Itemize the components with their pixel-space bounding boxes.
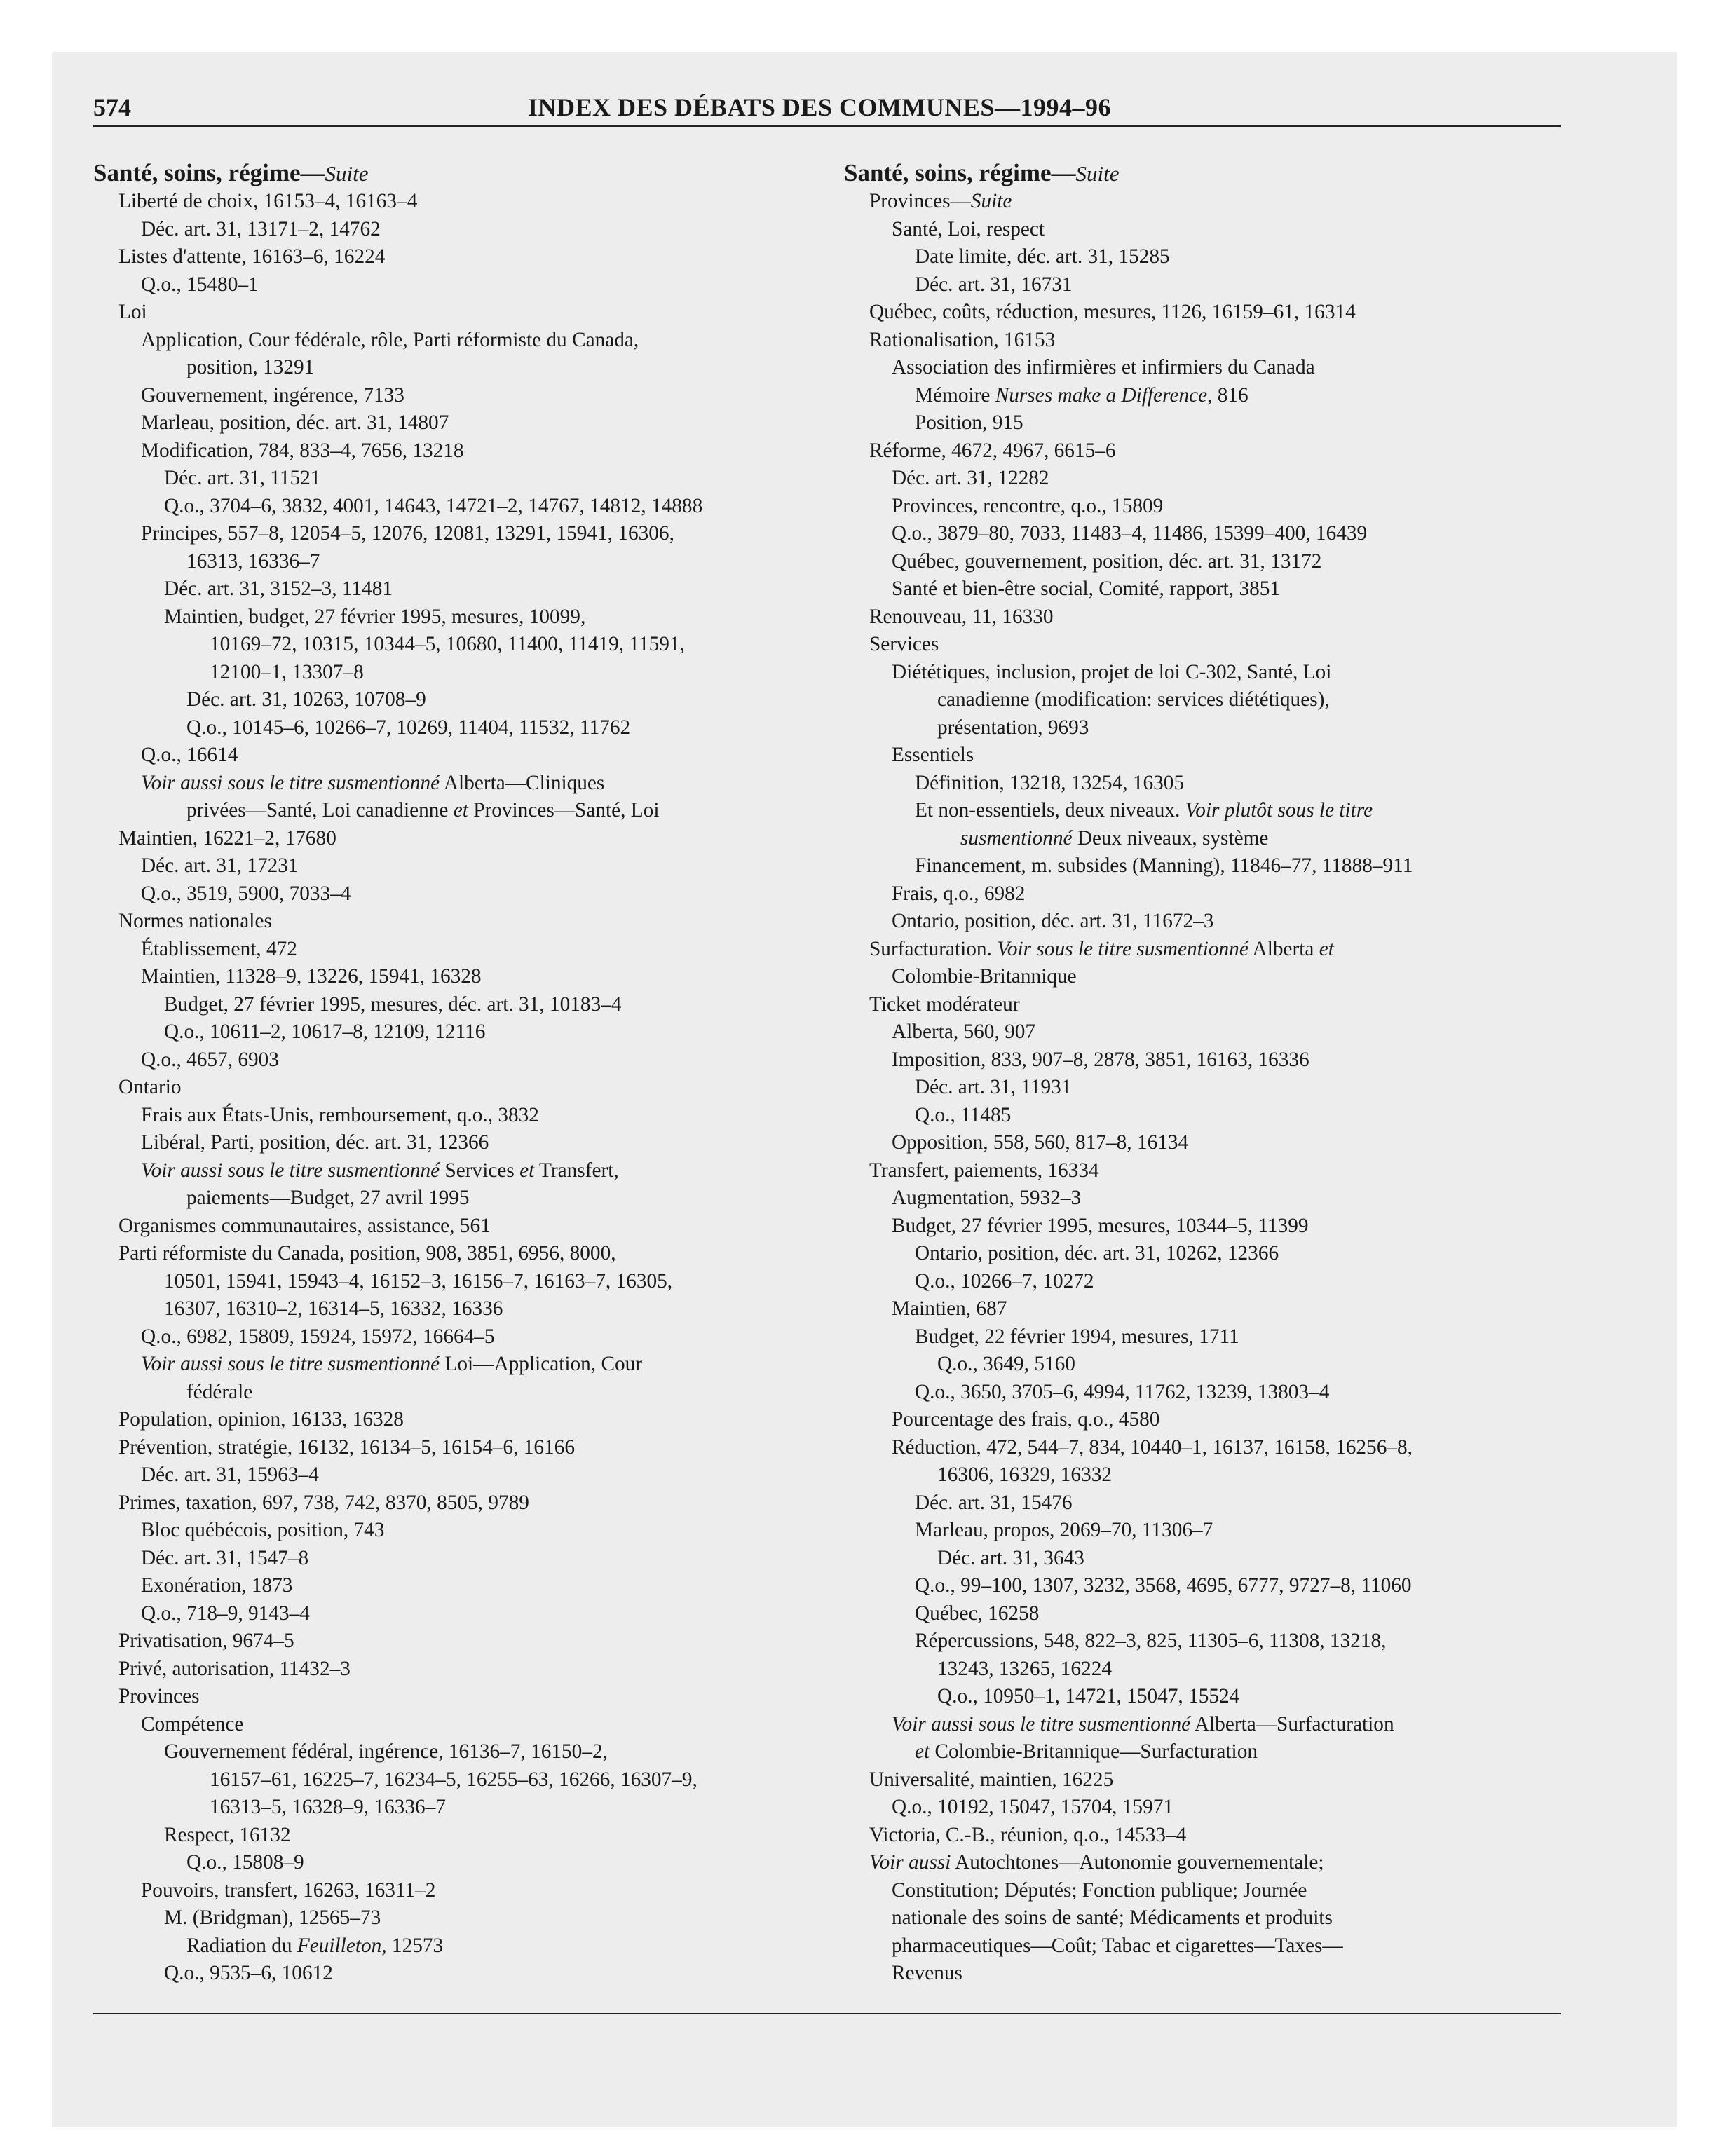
index-entry-line: nationale des soins de santé; Médicaments et produits	[892, 1906, 1333, 1929]
index-entry-line: Marleau, position, déc. art. 31, 14807	[141, 411, 449, 434]
index-entry-line: Population, opinion, 16133, 16328	[118, 1408, 404, 1431]
left-column	[93, 158, 794, 1988]
index-entry-line: Q.o., 4657, 6903	[141, 1048, 279, 1071]
index-entry-line: Rationalisation, 16153	[869, 328, 1056, 351]
index-entry-line: Q.o., 6982, 15809, 15924, 15972, 16664–5	[141, 1325, 495, 1348]
right-column	[844, 158, 1545, 1988]
index-entry-line: Gouvernement, ingérence, 7133	[141, 383, 404, 407]
index-entry-line: pharmaceutiques—Coût; Tabac et cigarettes—Taxes—	[892, 1934, 1343, 1957]
index-entry-line: Définition, 13218, 13254, 16305	[915, 771, 1185, 794]
index-entry-line: Augmentation, 5932–3	[892, 1187, 1082, 1209]
index-entry-line: Budget, 27 février 1995, mesures, déc. art. 31, 10183–4	[164, 992, 622, 1016]
index-entry-line: Diététiques, inclusion, projet de loi C-302, Santé, Loi	[892, 660, 1332, 683]
index-entry-line: Maintien, budget, 27 février 1995, mesures, 10099,	[164, 605, 586, 628]
index-entry-line: Constitution; Députés; Fonction publique; Journée	[892, 1878, 1307, 1902]
index-entry-line: Réduction, 472, 544–7, 834, 10440–1, 16137, 16158, 16256–8,	[892, 1435, 1413, 1459]
header-rule	[93, 125, 1561, 127]
page-header	[93, 93, 1561, 128]
index-entry-line: Provinces—Suite	[869, 190, 1012, 212]
index-entry-line: Voir aussi sous le titre susmentionné Services et Transfert,	[141, 1159, 619, 1182]
index-entry-line: Q.o., 718–9, 9143–4	[141, 1602, 310, 1625]
footer-rule	[93, 2013, 1561, 2014]
index-entry-line: Principes, 557–8, 12054–5, 12076, 12081, 13291, 15941, 16306,	[141, 522, 674, 545]
index-entry-line: 16313–5, 16328–9, 16336–7	[210, 1796, 446, 1818]
index-entry-line: Respect, 16132	[164, 1823, 291, 1846]
index-entry-line: 16313, 16336–7	[186, 550, 320, 573]
index-entry-line: Imposition, 833, 907–8, 2878, 3851, 16163, 16336	[892, 1048, 1309, 1071]
index-entry-line: Québec, coûts, réduction, mesures, 1126, 16159–61, 16314	[869, 301, 1356, 323]
index-entry-line: Parti réformiste du Canada, position, 908, 3851, 6956, 8000,	[118, 1242, 616, 1264]
index-entry-line: Marleau, propos, 2069–70, 11306–7	[915, 1519, 1213, 1541]
index-entry-line: Financement, m. subsides (Manning), 11846–77, 11888–911	[915, 854, 1413, 877]
index-entry-line: Voir aussi sous le titre susmentionné Loi—Application, Cour	[141, 1353, 643, 1375]
index-entry-line: Q.o., 3519, 5900, 7033–4	[141, 882, 351, 905]
index-entry-line: Déc. art. 31, 10263, 10708–9	[186, 688, 426, 711]
index-entry-line: Québec, 16258	[915, 1602, 1040, 1625]
index-entry-line: Liberté de choix, 16153–4, 16163–4	[118, 190, 418, 212]
index-entry-line: Normes nationales	[118, 910, 272, 932]
index-entry-line: Budget, 22 février 1994, mesures, 1711	[915, 1325, 1239, 1348]
index-entry-line: Ontario	[118, 1076, 182, 1098]
index-entry-line: Privé, autorisation, 11432–3	[118, 1657, 351, 1680]
index-entry-line: Prévention, stratégie, 16132, 16134–5, 16154–6, 16166	[118, 1435, 575, 1459]
index-entry-line: Provinces	[118, 1685, 200, 1707]
index-entry-line: Bloc québécois, position, 743	[141, 1519, 385, 1541]
index-entry-line: Alberta, 560, 907	[892, 1021, 1036, 1043]
index-entry-line: Q.o., 10611–2, 10617–8, 12109, 12116	[164, 1021, 486, 1043]
index-entry-line: Compétence	[141, 1712, 244, 1735]
index-entry-line: Ticket modérateur	[869, 992, 1020, 1016]
index-entry-line: Victoria, C.-B., réunion, q.o., 14533–4	[869, 1823, 1187, 1846]
index-entry-line: Listes d'attente, 16163–6, 16224	[118, 245, 386, 268]
index-entry-line: Déc. art. 31, 3643	[937, 1546, 1084, 1569]
index-entry-line: Santé et bien-être social, Comité, rapport, 3851	[892, 578, 1281, 600]
index-entry-line: Réforme, 4672, 4967, 6615–6	[869, 439, 1116, 462]
index-entry-line: Ontario, position, déc. art. 31, 10262, 12366	[915, 1242, 1279, 1264]
index-entry-line: Primes, taxation, 697, 738, 742, 8370, 8505, 9789	[118, 1491, 529, 1514]
index-entry-line: Q.o., 99–100, 1307, 3232, 3568, 4695, 6777, 9727–8, 11060	[915, 1574, 1412, 1597]
index-entry-line: Déc. art. 31, 15963–4	[141, 1464, 319, 1486]
index-entry-line: Maintien, 687	[892, 1297, 1007, 1320]
index-entry-line: Q.o., 9535–6, 10612	[164, 1962, 333, 1984]
index-entry-line: Ontario, position, déc. art. 31, 11672–3	[892, 910, 1214, 932]
index-entry-line: Renouveau, 11, 16330	[869, 605, 1054, 628]
index-entry-line: Loi	[118, 301, 147, 323]
column-heading: Santé, soins, régime—Suite	[844, 159, 1120, 186]
index-entry-line: Provinces, rencontre, q.o., 15809	[892, 494, 1164, 517]
index-entry-line: canadienne (modification: services diététiques),	[937, 688, 1330, 711]
index-entry-line: Date limite, déc. art. 31, 15285	[915, 245, 1170, 268]
index-entry-line: Transfert, paiements, 16334	[869, 1159, 1099, 1182]
index-entry-line: Universalité, maintien, 16225	[869, 1768, 1114, 1791]
index-entry-line: position, 13291	[186, 356, 315, 378]
index-entry-line: Revenus	[892, 1962, 962, 1984]
index-entry-line: Q.o., 3704–6, 3832, 4001, 14643, 14721–2, 14767, 14812, 14888	[164, 494, 703, 517]
index-entry-line: Association des infirmières et infirmiers du Canada	[892, 356, 1315, 378]
index-entry-line: Déc. art. 31, 15476	[915, 1491, 1073, 1514]
index-entry-line: Opposition, 558, 560, 817–8, 16134	[892, 1131, 1189, 1154]
index-entry-line: Position, 915	[915, 411, 1023, 434]
index-entry-line: Organismes communautaires, assistance, 561	[118, 1214, 491, 1237]
index-entry-line: 10501, 15941, 15943–4, 16152–3, 16156–7, 16163–7, 16305,	[164, 1269, 673, 1292]
index-entry-line: présentation, 9693	[937, 716, 1089, 739]
index-entry-line: Gouvernement fédéral, ingérence, 16136–7, 16150–2,	[164, 1740, 608, 1763]
index-entry-line: Frais, q.o., 6982	[892, 882, 1026, 905]
index-entry-line: Privatisation, 9674–5	[118, 1630, 294, 1652]
index-entry-line: Budget, 27 février 1995, mesures, 10344–5, 11399	[892, 1214, 1309, 1237]
index-entry-line: fédérale	[186, 1380, 253, 1403]
index-entry-line: Répercussions, 548, 822–3, 825, 11305–6, 11308, 13218,	[915, 1630, 1387, 1652]
index-entry-line: Déc. art. 31, 17231	[141, 854, 299, 877]
index-entry-line: 16307, 16310–2, 16314–5, 16332, 16336	[164, 1297, 503, 1320]
index-entry-line: Radiation du Feuilleton, 12573	[186, 1934, 444, 1957]
index-entry-line: Q.o., 10145–6, 10266–7, 10269, 11404, 11532, 11762	[186, 716, 631, 739]
index-entry-line: Application, Cour fédérale, rôle, Parti réformiste du Canada,	[141, 328, 639, 351]
index-entry-line: 13243, 13265, 16224	[937, 1657, 1113, 1680]
index-entry-line: et Colombie-Britannique—Surfacturation	[915, 1740, 1258, 1763]
index-entry-line: Q.o., 3650, 3705–6, 4994, 11762, 13239, 13803–4	[915, 1380, 1330, 1403]
index-entry-line: 12100–1, 13307–8	[210, 660, 364, 683]
index-entry-line: Déc. art. 31, 16731	[915, 273, 1073, 296]
index-entry-line: M. (Bridgman), 12565–73	[164, 1906, 381, 1929]
index-entry-line: Maintien, 16221–2, 17680	[118, 826, 336, 850]
index-entry-line: Déc. art. 31, 1547–8	[141, 1546, 309, 1569]
index-entry-line: Q.o., 15808–9	[186, 1851, 304, 1874]
index-entry-line: Q.o., 11485	[915, 1103, 1012, 1126]
page-number: 574	[93, 93, 131, 121]
index-entry-line: Q.o., 3649, 5160	[937, 1353, 1075, 1375]
index-entry-line: Maintien, 11328–9, 13226, 15941, 16328	[141, 965, 482, 988]
index-entry-line: Pouvoirs, transfert, 16263, 16311–2	[141, 1878, 436, 1902]
index-entry-line: Frais aux États-Unis, remboursement, q.o., 3832	[141, 1103, 539, 1126]
index-entry-line: 10169–72, 10315, 10344–5, 10680, 11400, 11419, 11591,	[210, 633, 685, 655]
index-entry-line: Déc. art. 31, 11931	[915, 1076, 1072, 1098]
index-entry-line: Q.o., 10950–1, 14721, 15047, 15524	[937, 1685, 1240, 1707]
column-heading: Santé, soins, régime—Suite	[93, 159, 369, 186]
index-entry-line: Santé, Loi, respect	[892, 217, 1045, 240]
index-entry-line: Pourcentage des frais, q.o., 4580	[892, 1408, 1160, 1431]
index-entry-line: Q.o., 3879–80, 7033, 11483–4, 11486, 15399–400, 16439	[892, 522, 1368, 545]
index-entry-line: Déc. art. 31, 12282	[892, 467, 1049, 489]
index-entry-line: Voir aussi sous le titre susmentionné Alberta—Cliniques	[141, 771, 605, 794]
index-entry-line: Libéral, Parti, position, déc. art. 31, 12366	[141, 1131, 489, 1154]
index-entry-line: Q.o., 15480–1	[141, 273, 259, 296]
left-entries	[93, 188, 794, 1988]
index-entry-line: Essentiels	[892, 744, 974, 766]
index-entry-line: Exonération, 1873	[141, 1574, 293, 1597]
index-entry-line: Voir aussi Autochtones—Autonomie gouvernementale;	[869, 1851, 1324, 1874]
index-entry-line: privées—Santé, Loi canadienne et Provinces—Santé, Loi	[186, 799, 660, 821]
index-entry-line: Surfacturation. Voir sous le titre susmentionné Alberta et	[869, 937, 1334, 960]
index-entry-line: susmentionné Deux niveaux, système	[960, 826, 1269, 850]
index-entry-line: Déc. art. 31, 11521	[164, 467, 321, 489]
right-entries	[844, 188, 1545, 1988]
running-title: INDEX DES DÉBATS DES COMMUNES—1994–96	[528, 93, 1111, 121]
index-entry-line: paiements—Budget, 27 avril 1995	[186, 1187, 470, 1209]
index-entry-line: Q.o., 10266–7, 10272	[915, 1269, 1094, 1292]
index-entry-line: Voir aussi sous le titre susmentionné Alberta—Surfacturation	[892, 1712, 1394, 1735]
index-entry-line: Déc. art. 31, 13171–2, 14762	[141, 217, 381, 240]
index-entry-line: Services	[869, 633, 939, 655]
index-entry-line: Q.o., 10192, 15047, 15704, 15971	[892, 1796, 1174, 1818]
index-entry-line: Québec, gouvernement, position, déc. art. 31, 13172	[892, 550, 1322, 573]
index-entry-line: 16157–61, 16225–7, 16234–5, 16255–63, 16266, 16307–9,	[210, 1768, 698, 1791]
index-entry-line: 16306, 16329, 16332	[937, 1464, 1113, 1486]
index-entry-line: Établissement, 472	[141, 937, 297, 960]
index-entry-line: Q.o., 16614	[141, 744, 238, 766]
index-entry-line: Colombie-Britannique	[892, 965, 1077, 988]
index-entry-line: Et non-essentiels, deux niveaux. Voir plutôt sous le titre	[915, 799, 1373, 821]
index-entry-line: Déc. art. 31, 3152–3, 11481	[164, 578, 393, 600]
index-entry-line: Mémoire Nurses make a Difference, 816	[915, 383, 1248, 407]
index-entry-line: Modification, 784, 833–4, 7656, 13218	[141, 439, 464, 462]
